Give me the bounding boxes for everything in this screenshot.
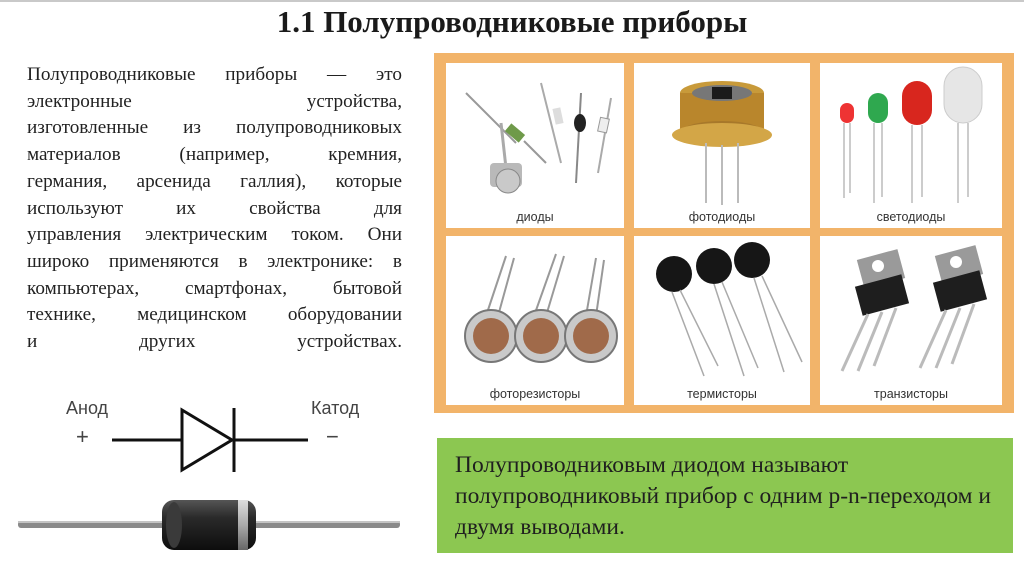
description-line: компьютерах, смартфонах, бытовой [27,277,402,299]
description-line: управления электрическим током. Они [27,224,402,246]
gallery-label-thermistors: термисторы [687,387,757,401]
gallery-cell-diodes [446,63,624,228]
diodes-illustration [446,63,624,208]
page-title: 1.1 Полупроводниковые приборы [276,4,748,39]
gallery-label-transistors: транзисторы [874,387,948,401]
gallery-cell-photodiodes [634,63,810,228]
photoresistors-illustration [446,236,624,386]
anode-label: Анод [66,398,109,418]
diode-component-illustration [10,495,410,555]
top-divider [0,0,1024,2]
minus-sign: − [326,424,339,449]
leds-illustration [820,63,1002,208]
diode-schematic-symbol [100,400,320,480]
gallery-label-photoresistors: фоторезисторы [489,387,581,401]
cathode-label: Катод [311,398,360,418]
description-line: широко применяются в электронике: в [27,250,402,272]
photodiodes-illustration [634,63,810,208]
description-line: и других устройствах. [27,331,402,353]
definition-text: Полупроводниковым диодом называют полупроводниковый прибор с одним p-n-переходом и двумя выводами. [455,452,992,540]
thermistors-illustration [634,236,810,386]
description-line: материалов (например, кремния, [27,144,402,166]
description-line: используют их свойства для [27,197,402,219]
definition-box [437,438,1013,553]
device-gallery [434,53,1014,413]
gallery-cell-photoresistors [446,236,624,405]
gallery-cell-transistors [820,236,1002,405]
description-line: изготовленные из полупроводниковых [27,117,402,139]
gallery-label-diodes: диоды [516,210,554,224]
description-line: технике, медицинском оборудовании [27,304,402,326]
gallery-label-leds: светодиоды [876,210,946,224]
description-line: электронные устройства, [27,90,402,112]
gallery-cell-thermistors [634,236,810,405]
plus-sign: + [76,424,89,449]
gallery-cell-leds [820,63,1002,228]
transistors-illustration [820,236,1002,386]
description-line: Полупроводниковые приборы — это [27,64,402,85]
gallery-label-photodiodes: фотодиоды [688,210,756,224]
description-paragraph [27,62,402,356]
description-line: германия, арсенида галлия), которые [27,170,402,192]
